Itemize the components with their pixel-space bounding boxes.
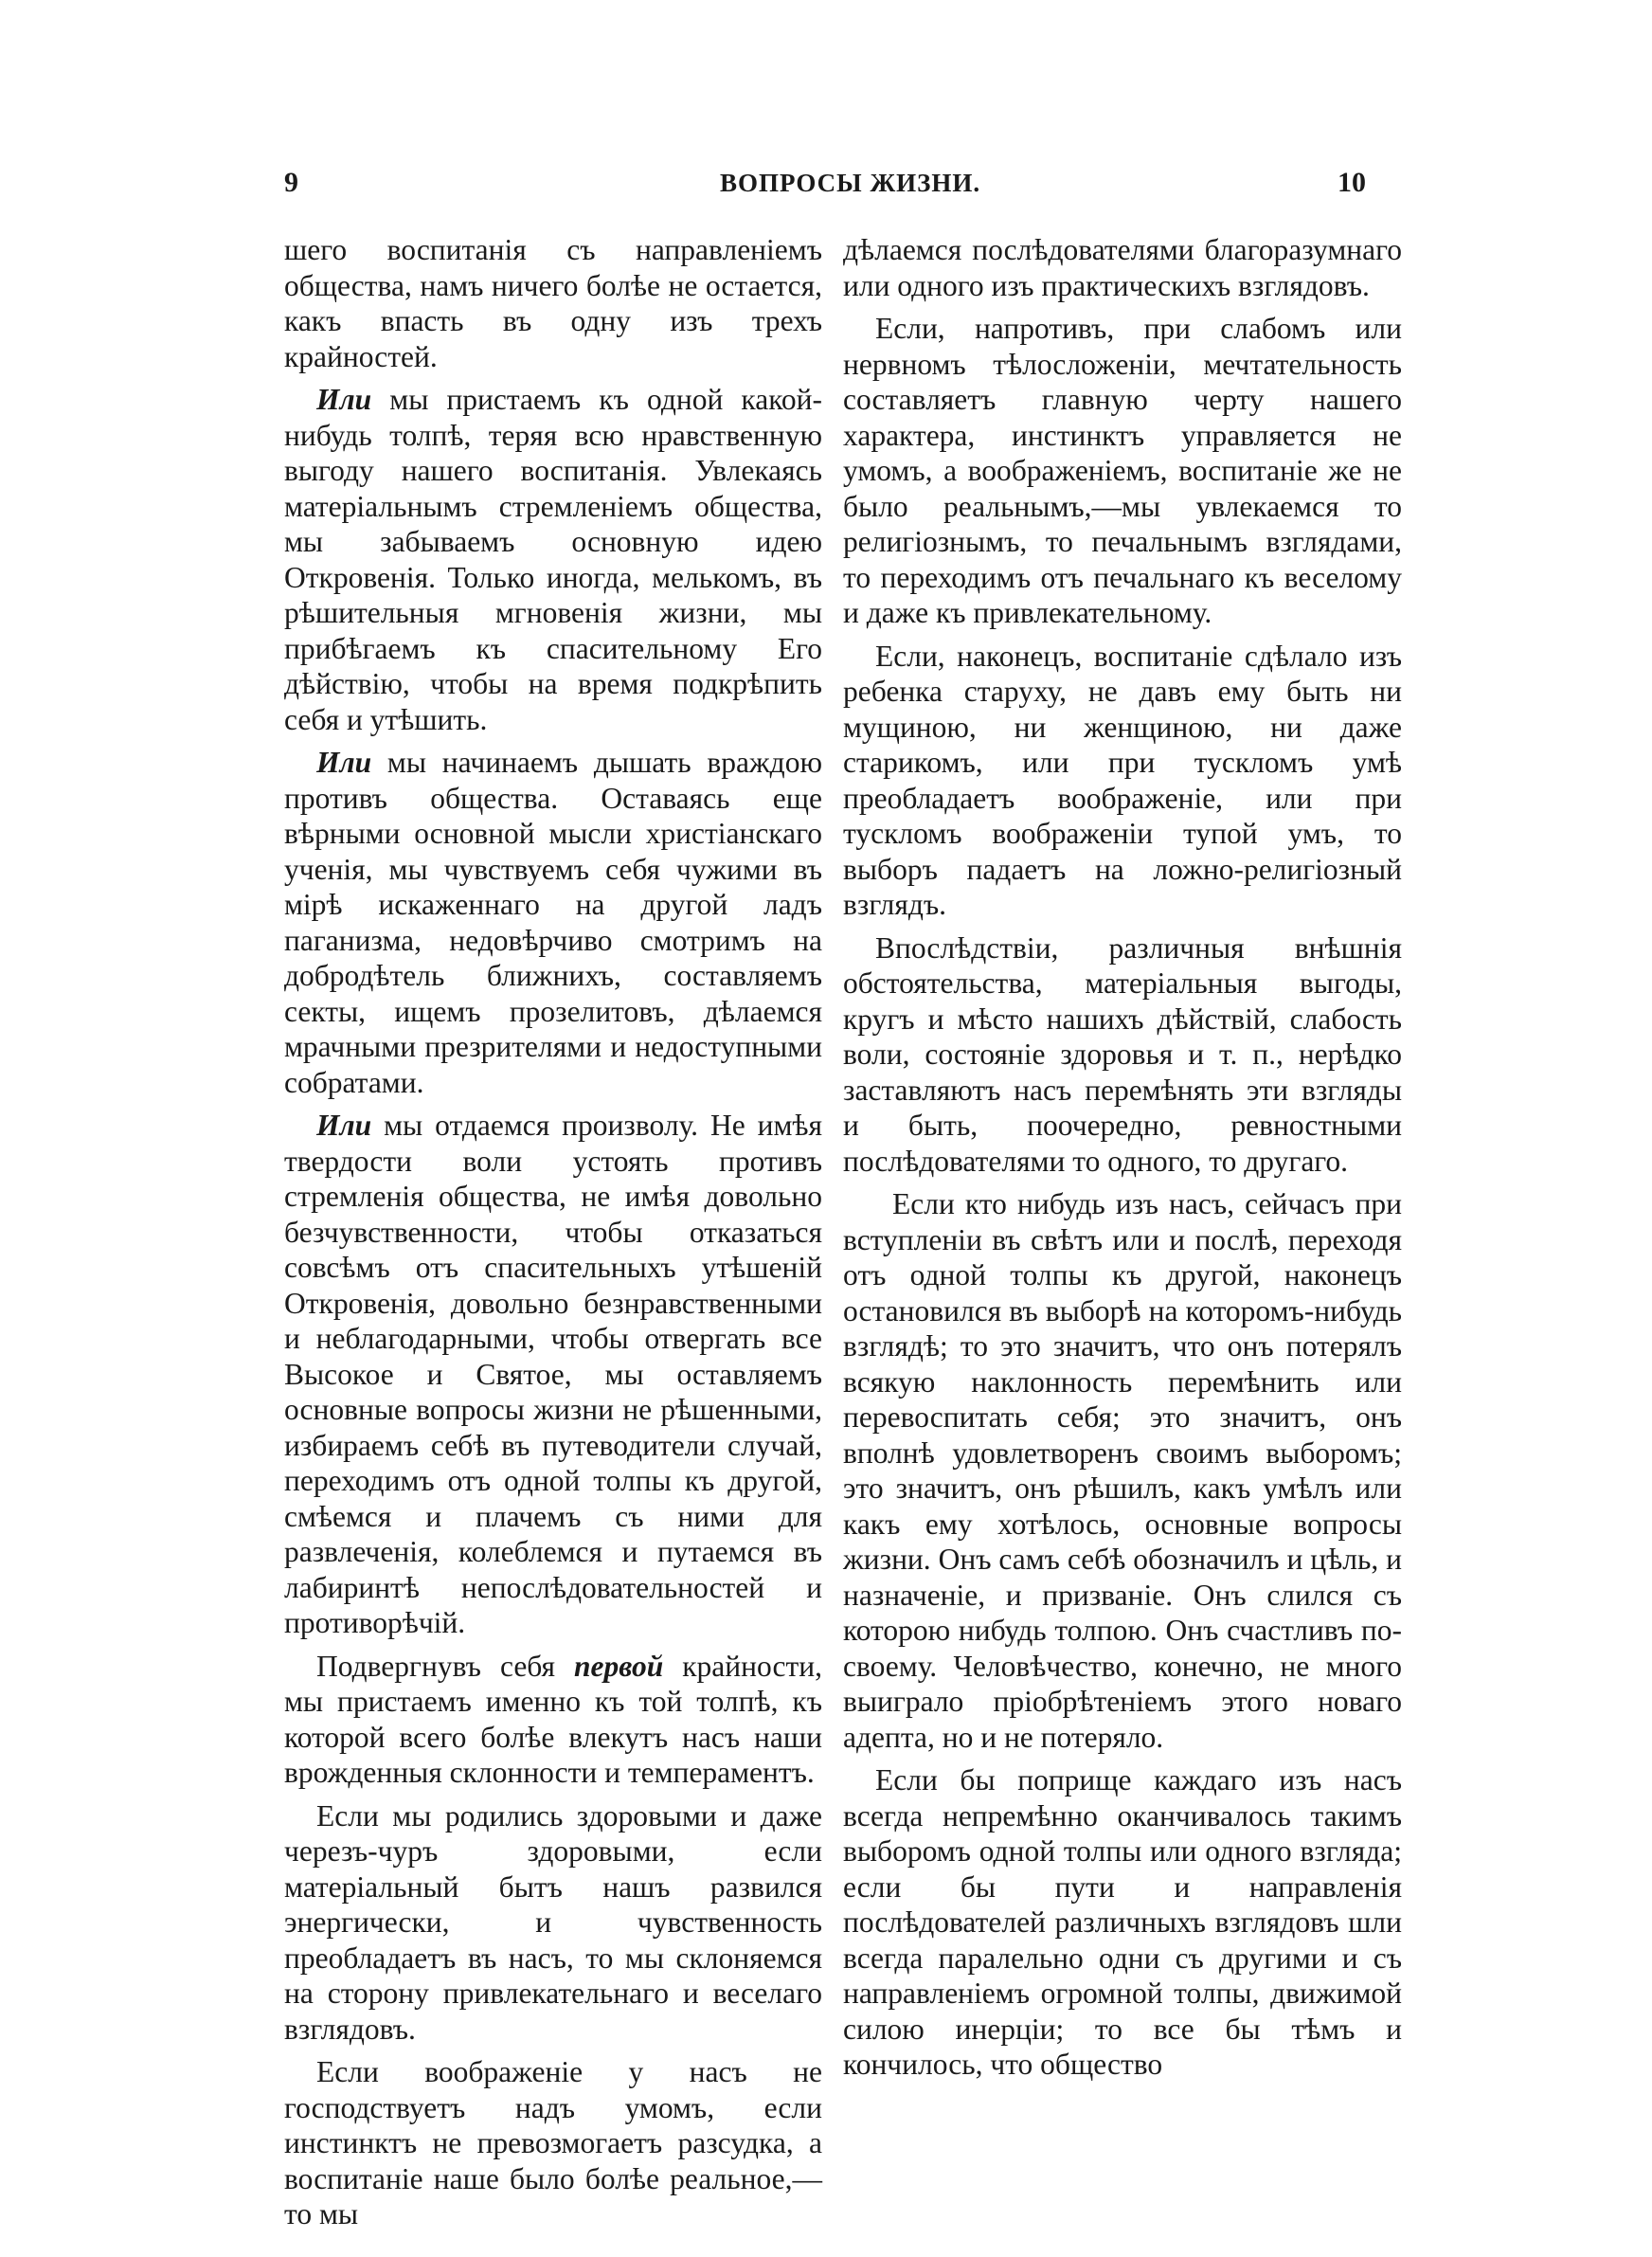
paragraph: Впослѣдствіи, различныя внѣшнія обстоятельства, матеріальныя выгоды, кругъ и мѣсто нашихъ дѣйствій, слабость воли, состояніе здоровья и т. п., нерѣдко заставляютъ насъ перемѣнять эти взгляды и быть, поочередно, ревностными послѣдователями то одного, то другаго.: [843, 930, 1402, 1178]
page-number-left: 9: [284, 167, 298, 198]
paragraph-text: мы начинаемъ дышать враждою противъ общества. Оставаясь еще вѣрными основной мысли христіанскаго ученія, мы чувствуемъ себя чужими въ мірѣ искаженнаго на другой ладъ паганизма, недовѣрчиво смотримъ на добродѣтель ближнихъ, составляемъ секты, ищемъ прозелитовъ, дѣлаемся мрачными презрителями и недоступными собратами.: [284, 746, 822, 1099]
page-number-right: 10: [1338, 167, 1366, 198]
paragraph: Если кто нибудь изъ насъ, сейчасъ при вступленіи въ свѣтъ или и послѣ, переходя отъ одной толпы къ другой, наконецъ остановился въ выборѣ на которомъ-нибудь взглядѣ; то это значитъ, что онъ потерялъ всякую наклонность перемѣнить или перевоспитать себя; это значитъ, онъ вполнѣ удовлетворенъ своимъ выборомъ; это значитъ, онъ рѣшилъ, какъ умѣлъ или какъ ему хотѣлось, основные вопросы жизни. Онъ самъ себѣ обозначилъ и цѣль, и назначеніе, и призваніе. Онъ слился съ которою нибудь толпою. Онъ счастливъ по-своему. Человѣчество, конечно, не много выиграло пріобрѣтеніемъ этого новаго адепта, но и не потеряло.: [843, 1187, 1402, 1754]
running-title: ВОПРОСЫ ЖИЗНИ.: [720, 169, 981, 197]
paragraph: Если, напротивъ, при слабомъ или нервномъ тѣлосложеніи, мечтательность составляетъ главную черту нашего характера, инстинктъ управляется не умомъ, а воображеніемъ, воспитаніе же не было реальнымъ,—мы увлекаемся то религіознымъ, то печальнымъ взглядами, то переходимъ отъ печальнаго къ веселому и даже къ привлекательному.: [843, 312, 1402, 629]
paragraph: [284, 382, 822, 737]
emphasis: Или: [316, 383, 372, 416]
paragraph: [284, 1108, 822, 1641]
paragraph-text: крайности, мы пристаемъ именно къ той толпѣ, къ которой всего болѣе влекутъ насъ наши врожденныя склонности и темпераментъ.: [284, 1649, 822, 1789]
paragraph: Если мы родились здоровыми и даже черезъ-чуръ здоровыми, если матеріальный бытъ нашъ развился энергически, и чувственность преобладаетъ въ насъ, то мы склоняемся на сторону привлекательнаго и веселаго взглядовъ.: [284, 1798, 822, 2046]
left-column: [284, 232, 822, 2240]
paragraph: Если, наконецъ, воспитаніе сдѣлало изъ ребенка старуху, не давъ ему быть ни мущиною, ни женщиною, ни даже старикомъ, или при тускломъ умѣ преобладаетъ воображеніе, или при тускломъ воображеніи тупой умъ, то выборъ падаетъ на ложно-религіозный взглядъ.: [843, 639, 1402, 921]
paragraph: [284, 745, 822, 1100]
emphasis: первой: [574, 1649, 664, 1683]
emphasis: Или: [316, 746, 372, 779]
right-column: [843, 232, 1402, 2090]
paragraph: шего воспитанія съ направленіемъ общества, намъ ничего болѣе не остается, какъ впасть въ одну изъ трехъ крайностей.: [284, 233, 822, 373]
paragraph-text: Подвергнувъ себя: [316, 1649, 575, 1683]
paragraph-text: мы пристаемъ къ одной какой-нибудь толпѣ, теряя всю нравственную выгоду нашего воспитанія. Увлекаясь матеріальнымъ стремленіемъ общества, мы забываемъ основную идею Откровенія. Только иногда, мелькомъ, въ рѣшительныя мгновенія жизни, мы прибѣгаемъ къ спасительному Его дѣйствію, чтобы на время подкрѣпить себя и утѣшить.: [284, 383, 822, 736]
paragraph-text: мы отдаемся произволу. Не имѣя твердости воли устоять противъ стремленія общества, не имѣя довольно безчувственности, чтобы отказаться совсѣмъ отъ спасительныхъ утѣшеній Откровенія, довольно безнравственными и неблагодарными, чтобы отвергать все Высокое и Святое, мы оставляемъ основные вопросы жизни не рѣшенными, избираемъ себѣ въ путеводители случай, переходимъ отъ одной толпы къ другой, смѣемся и плачемъ съ ними для развлеченія, колеблемся и путаемся въ лабиринтѣ непослѣдовательностей и противорѣчій.: [284, 1109, 822, 1639]
paragraph: [284, 1649, 822, 1791]
emphasis: Или: [316, 1109, 372, 1142]
paragraph: дѣлаемся послѣдователями благоразумнаго или одного изъ практическихъ взглядовъ.: [843, 233, 1402, 302]
paragraph: Если бы поприще каждаго изъ насъ всегда непремѣнно оканчивалось такимъ выборомъ одной толпы или одного взгляда; если бы пути и направленія послѣдователей различныхъ взглядовъ шли всегда паралельно одни съ другими и съ направленіемъ огромной толпы, движимой силою инерціи; то все бы тѣмъ и кончилось, что общество: [843, 1763, 1402, 2081]
paragraph: Если воображеніе у насъ не господствуетъ надъ умомъ, если инстинктъ не превозмогаетъ разсудка, а воспитаніе наше было болѣе реальное,—то мы: [284, 2055, 822, 2230]
